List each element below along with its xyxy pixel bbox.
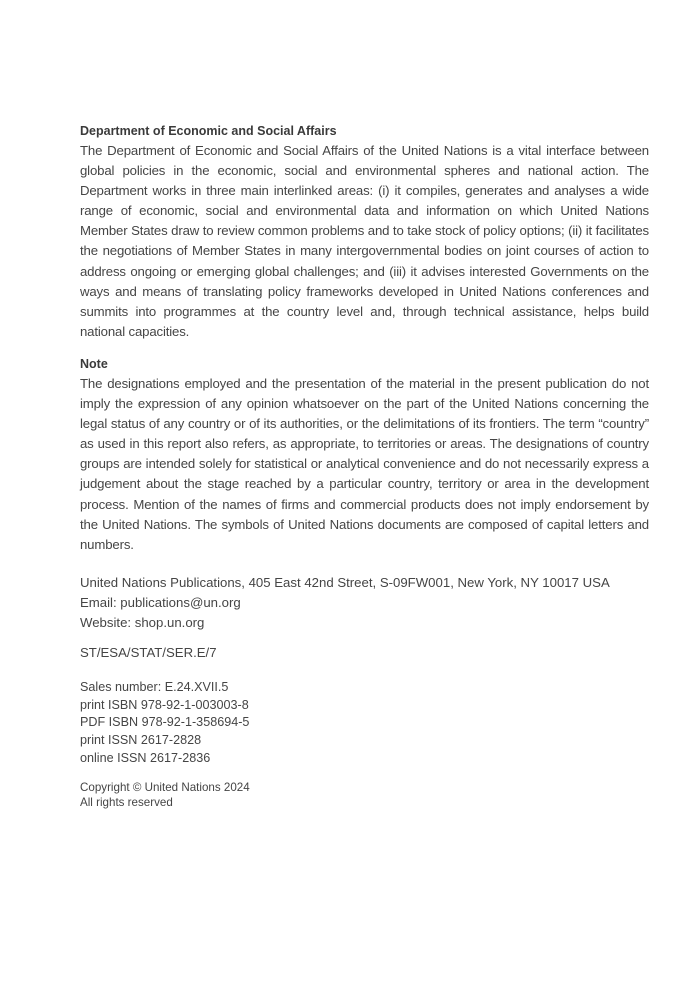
sales-number: Sales number: E.24.XVII.5 [80,679,229,694]
contact-block [80,573,649,633]
print-isbn: print ISBN 978-92-1-003003-8 [80,697,249,712]
postal-address: United Nations Publications, 405 East 42nd Street, S-09FW001, New York, NY 10017 USA [80,574,610,590]
print-issn: print ISSN 2617-2828 [80,733,202,748]
document-symbol: ST/ESA/STAT/SER.E/7 [80,644,217,660]
identifier-block [80,679,649,768]
rights-line: All rights reserved [80,795,173,809]
desa-heading: Department of Economic and Social Affairs [80,124,337,138]
copyright-line: Copyright © United Nations 2024 [80,780,250,794]
copyright-page [80,121,649,810]
email-line[interactable]: Email: publications@un.org [80,594,241,610]
note-heading: Note [80,356,108,371]
copyright-block [80,780,649,810]
website-line[interactable]: Website: shop.un.org [80,614,205,630]
online-issn: online ISSN 2617-2836 [80,750,211,765]
pdf-isbn: PDF ISBN 978-92-1-358694-5 [80,715,250,730]
note-body: The designations employed and the presentation of the material in the present publication do not imply the expression of any opinion whatsoever on the part of the United Nations concerning the legal status of any country or of its authorities, or the delimitations of its frontiers. The term “country” as used in this report also refers, as appropriate, to territories or areas. The designations of country groups are intended solely for statistical or analytical convenience and do not necessarily express a judgement about the stage reached by a particular country, territory or area in the development process. Mention of the names of firms and commercial products does not imply endorsement by the United Nations. The symbols of United Nations documents are composed of capital letters and numbers. [80,375,649,552]
desa-description: The Department of Economic and Social Affairs of the United Nations is a vital interface between global policies in the economic, social and environmental spheres and national action. The Department works in three main interlinked areas: (i) it compiles, generates and analyses a wide range of economic, social and environmental data and information on which United Nations Member States draw to review common problems and to take stock of policy options; (ii) it facilitates the negotiations of Member States in many intergovernmental bodies on joint courses of action to address ongoing or emerging global challenges; and (iii) it advises interested Governments on the ways and means of translating policy frameworks developed in United Nations conferences and summits into programmes at the country level and, through technical assistance, helps build national capacities. [80,143,649,339]
